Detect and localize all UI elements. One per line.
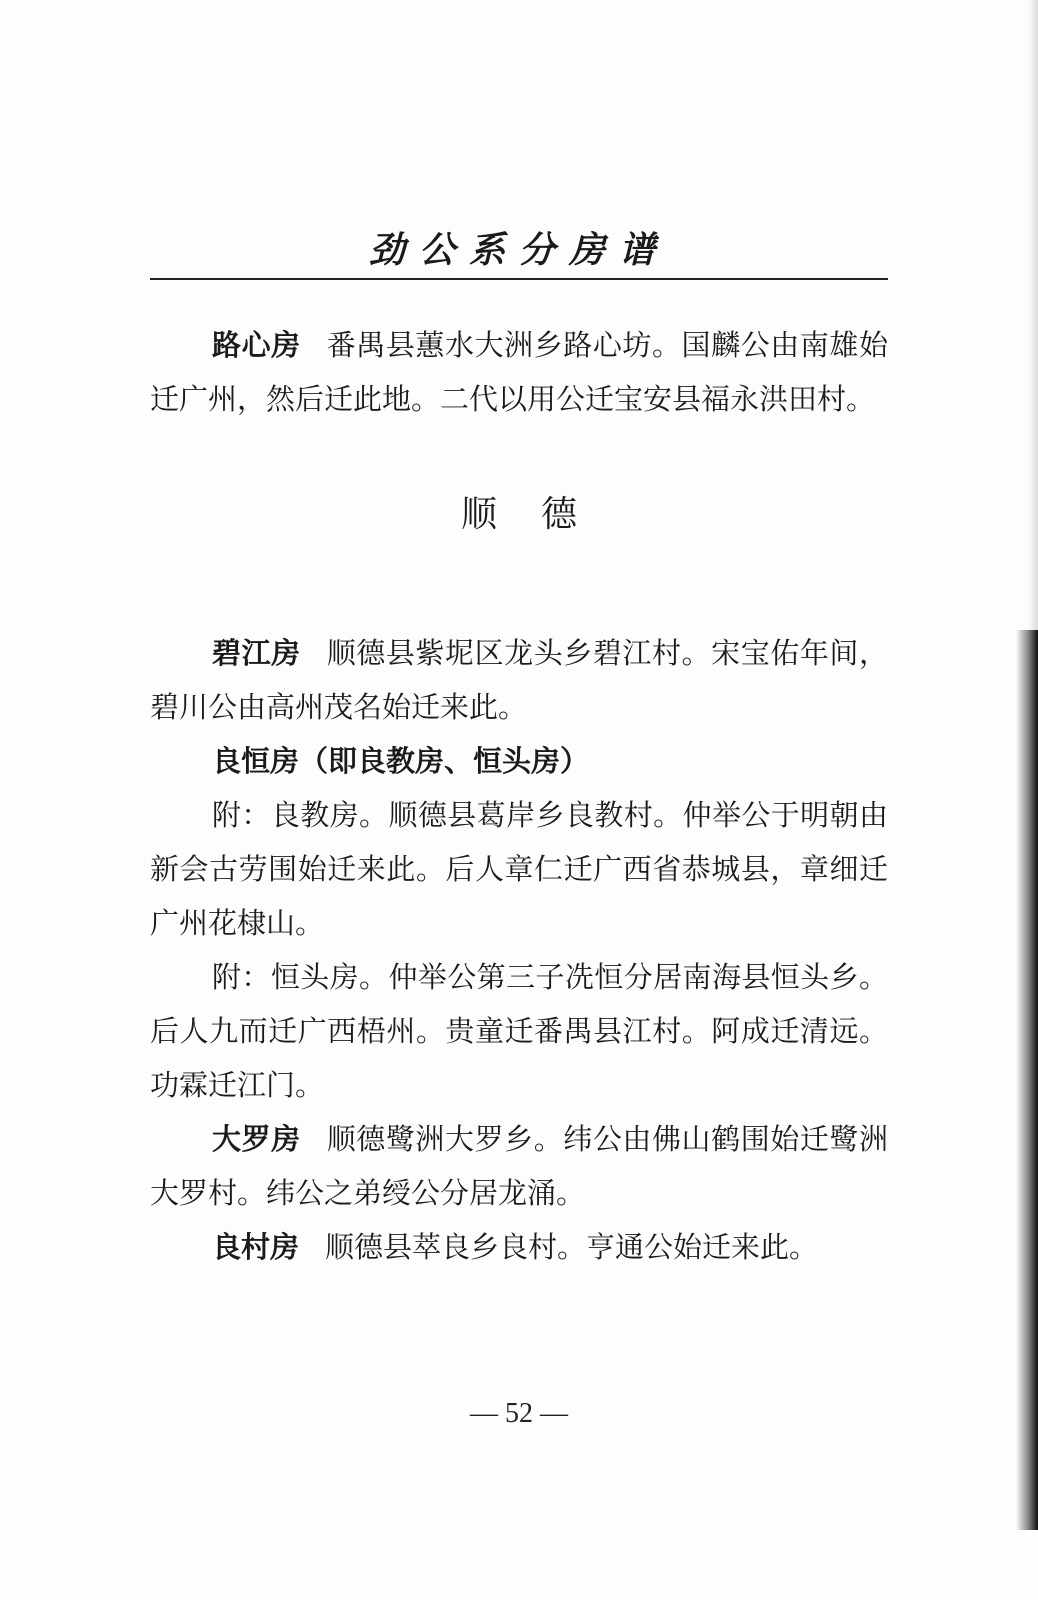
scan-edge-shadow-top: [1028, 0, 1038, 630]
entry-bijiang: [150, 626, 888, 734]
scan-edge-shadow: [1016, 630, 1038, 1530]
entry-luxin: [150, 318, 888, 426]
appendix-hengtou: 附：恒头房。仲举公第三子冼恒分居南海县恒头乡。后人九而迁广西梧州。贵童迁番禺县江村。阿成迁清远。功霖迁江门。: [150, 960, 888, 1102]
entry-lianggeng-heading: 良恒房（即良教房、恒头房）: [212, 744, 590, 778]
page-number: — 52 —: [470, 1398, 568, 1429]
section-title: 顺德: [460, 494, 621, 535]
header-rule: [150, 278, 888, 280]
entry-label: 路心房: [212, 328, 301, 362]
appendix-liangjiao: 附：良教房。顺德县葛岸乡良教村。仲举公于明朝由新会古劳围始迁来此。后人章仁迁广西省恭城县，章细迁广州花棣山。: [150, 798, 888, 940]
entry-text: 顺德县萃良乡良村。亨通公始迁来此。: [325, 1230, 819, 1264]
entry-label: 大罗房: [212, 1122, 301, 1156]
page-body: [150, 318, 888, 1274]
entry-label: 碧江房: [212, 636, 301, 670]
entry-text: 番禺县蕙水大洲乡路心坊。国麟公由南雄始迁广州，然后迁此地。二代以用公迁宝安县福永洪田村。: [150, 328, 888, 416]
entry-liangcun: [150, 1220, 888, 1274]
entry-label: 良村房: [212, 1230, 300, 1264]
running-header-title: 劲公系分房谱: [368, 229, 669, 271]
entry-text: 顺德鹭洲大罗乡。纬公由佛山鹤围始迁鹭洲大罗村。纬公之弟绶公分居龙涌。: [150, 1122, 888, 1210]
entry-text: 顺德县紫坭区龙头乡碧江村。宋宝佑年间，碧川公由高州茂名始迁来此。: [150, 636, 888, 724]
entry-daluo: [150, 1112, 888, 1220]
